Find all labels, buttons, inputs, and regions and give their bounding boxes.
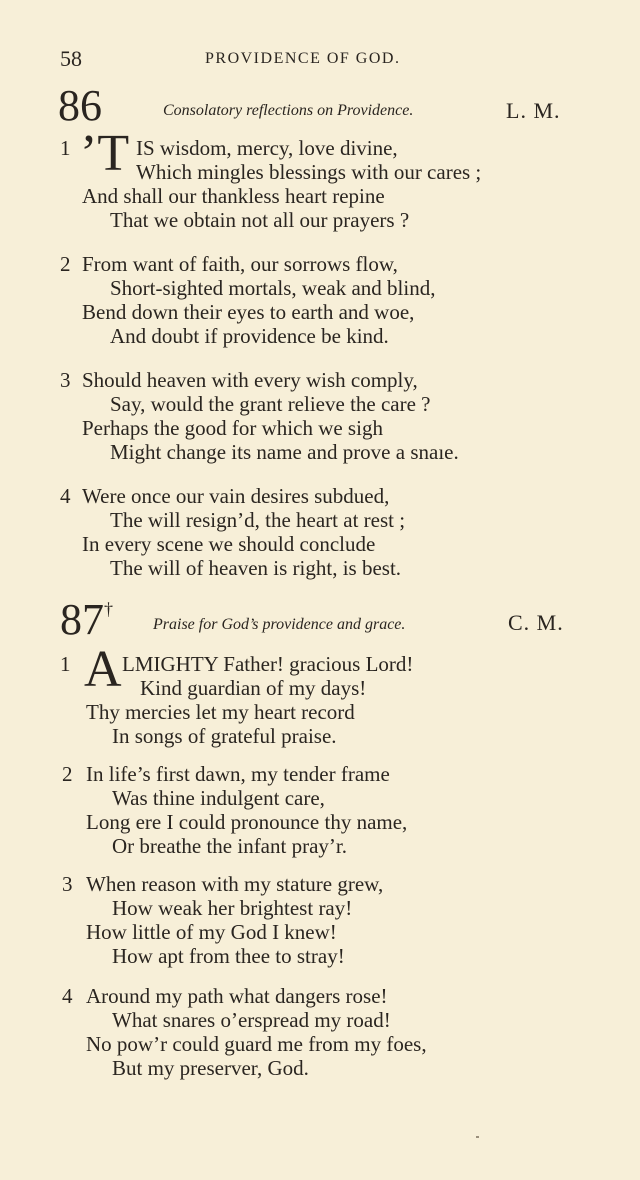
verse-line: Kind guardian of my days! [140, 676, 367, 700]
dagger-mark: † [104, 599, 113, 619]
verse-line: In life’s first dawn, my tender frame [86, 762, 390, 786]
verse-line: Should heaven with every wish comply, [82, 368, 418, 392]
verse-number: 1 [60, 136, 71, 160]
drop-cap: A [84, 641, 122, 698]
verse-number: 1 [60, 652, 71, 676]
verse-line: And shall our thankless heart repine [82, 184, 385, 208]
verse-line: Or breathe the infant pray’r. [112, 834, 347, 858]
page-number: 58 [60, 46, 82, 71]
verse-line: What snares o’erspread my road! [112, 1008, 391, 1032]
verse-number: 2 [60, 252, 71, 276]
verse-line: LMIGHTY Father! gracious Lord! [122, 652, 414, 676]
verse-line: How weak her brightest ray! [112, 896, 353, 920]
verse-line: Which mingles blessings with our cares ; [136, 160, 482, 184]
verse-line: From want of faith, our sorrows flow, [82, 252, 398, 276]
hymn-number: 86 [58, 81, 102, 130]
verse-line: No pow’r could guard me from my foes, [86, 1032, 427, 1056]
hymn-meter: L. M. [506, 98, 561, 123]
verse-line: Say, would the grant relieve the care ? [110, 392, 431, 416]
verse-line: The will resign’d, the heart at rest ; [110, 508, 406, 532]
verse-line: The will of heaven is right, is best. [110, 556, 402, 580]
hymn-meter: C. M. [508, 610, 564, 635]
hymn-subtitle: Consolatory reflections on Providence. [163, 102, 414, 119]
verse-number: 4 [60, 484, 71, 508]
verse-line: Short-sighted mortals, weak and blind, [110, 276, 436, 300]
verse-line: Thy mercies let my heart record [86, 700, 355, 724]
hymn-subtitle: Praise for God’s providence and grace. [153, 616, 406, 633]
hymn-number: 87† [60, 595, 113, 644]
verse-line: Around my path what dangers rose! [86, 984, 388, 1008]
verse-line: In every scene we should conclude [82, 532, 376, 556]
verse-line: Bend down their eyes to earth and woe, [82, 300, 415, 324]
verse-line: That we obtain not all our prayers ? [110, 208, 410, 232]
verse-line: Perhaps the good for which we sigh [82, 416, 383, 440]
verse-line: In songs of grateful praise. [112, 724, 337, 748]
verse-line: But my preserver, God. [112, 1056, 309, 1080]
verse-number: 3 [62, 872, 73, 896]
verse-line: Might change its name and prove a snaıe. [110, 440, 459, 464]
verse-number: 4 [62, 984, 73, 1008]
verse-line: IS wisdom, mercy, love divine, [136, 136, 398, 160]
verse-number: 2 [62, 762, 73, 786]
drop-cap: ’T [80, 125, 130, 182]
verse-line: How apt from thee to stray! [112, 944, 345, 968]
verse-line: How little of my God I knew! [86, 920, 337, 944]
verse-line: Long ere I could pronounce thy name, [86, 810, 408, 834]
verse-line: Were once our vain desires subdued, [82, 484, 390, 508]
verse-number: 3 [60, 368, 71, 392]
verse-line: Was thine indulgent care, [112, 786, 325, 810]
verse-line: When reason with my stature grew, [86, 872, 384, 896]
running-head: PROVIDENCE OF GOD. [205, 50, 401, 67]
verse-line: And doubt if providence be kind. [110, 324, 389, 348]
ink-speck [476, 1136, 479, 1138]
